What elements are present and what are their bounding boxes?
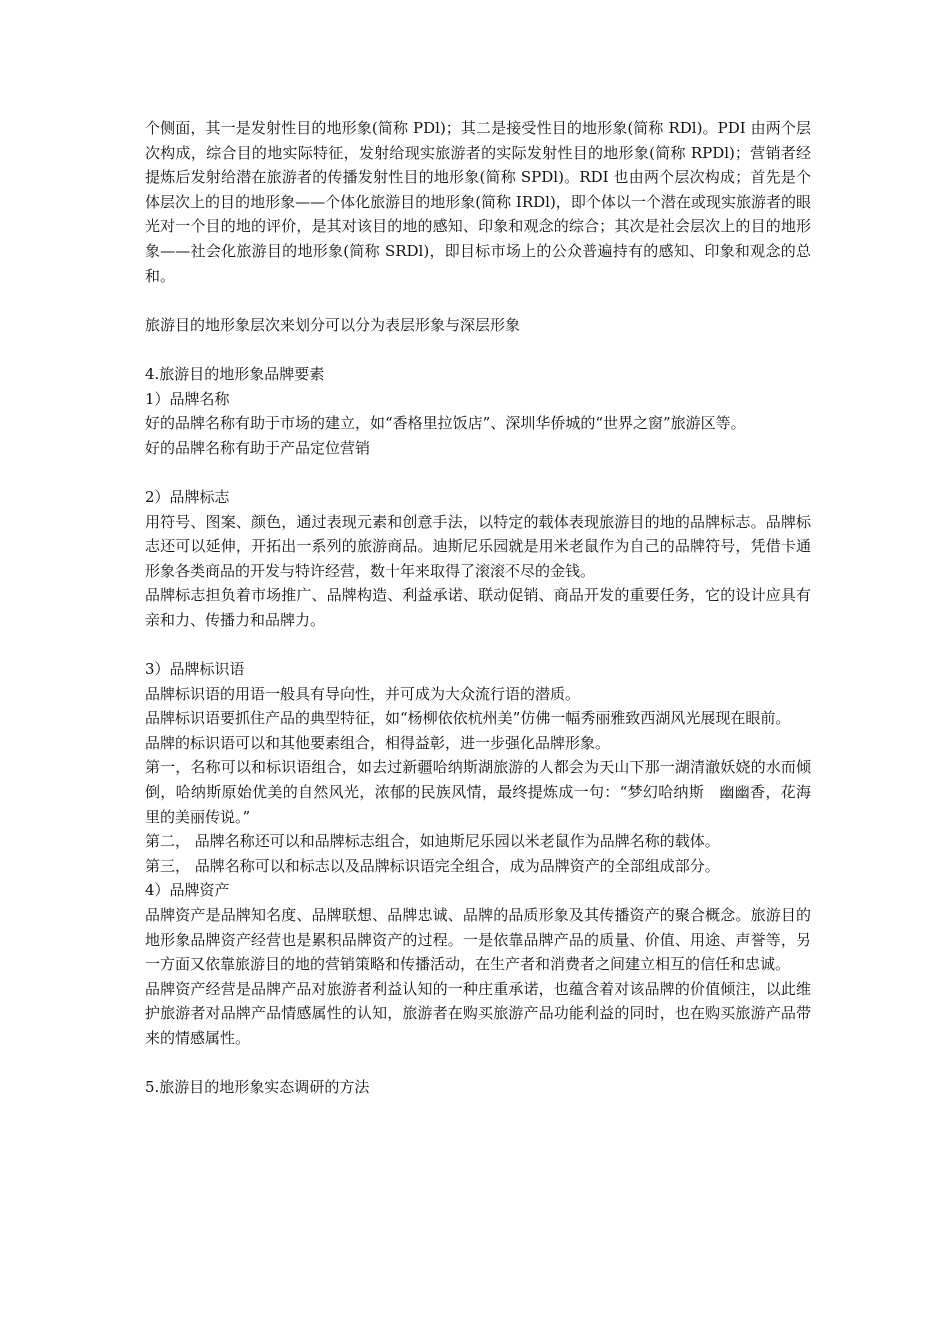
spacer bbox=[145, 632, 811, 657]
paragraph-brand-assets-2: 品牌资产经营是品牌产品对旅游者利益认知的一种庄重承诺，也蕴含着对该品牌的价值倾注，以此维护旅游者对品牌产品情感属性的认知，旅游者在购买旅游产品功能利益的同时，也在购买旅游产品带来的情感属性。 bbox=[145, 979, 811, 1047]
paragraph-brand-slogan-5: 第二， 品牌名称还可以和品牌标志组合，如迪斯尼乐园以米老鼠作为品牌名称的载体。 bbox=[145, 832, 720, 851]
subsection-title-brand-slogan: 3）品牌标识语 bbox=[145, 660, 245, 679]
paragraph-brand-assets-1: 品牌资产是品牌知名度、品牌联想、品牌忠诚、品牌的品质形象及其传播资产的聚合概念。旅游目的地形象品牌资产经营也是累积品牌资产的过程。一是依靠品牌产品的质量、价值、用途、声誉等，另一方面又依靠旅游目的地的营销策略和传播活动，在生产者和消费者之间建立相互的信任和忠诚。 bbox=[145, 906, 811, 974]
paragraph-brand-slogan-2: 品牌标识语要抓住产品的典型特征，如“杨柳依依杭州美”仿佛一幅秀丽雅致西湖风光展现在眼前。 bbox=[145, 709, 791, 728]
spacer bbox=[145, 288, 811, 313]
paragraph-surface-deep: 旅游目的地形象层次来划分可以分为表层形象与深层形象 bbox=[145, 315, 521, 334]
paragraph-brand-slogan-6: 第三， 品牌名称可以和标志以及品牌标识语完全组合，成为品牌资产的全部组成部分。 bbox=[145, 856, 720, 875]
document-page bbox=[145, 116, 811, 1100]
subsection-title-brand-assets: 4）品牌资产 bbox=[145, 881, 230, 900]
paragraph-brand-slogan-4: 第一，名称可以和标识语组合，如去过新疆哈纳斯湖旅游的人都会为天山下那一湖清澈妖娆的水而倾倒，哈纳斯原始优美的自然风光，浓郁的民族风情，最终提炼成一句：“梦幻哈纳斯 幽幽香，花海里的美丽传说。” bbox=[145, 758, 811, 826]
paragraph-brand-name-2: 好的品牌名称有助于产品定位营销 bbox=[145, 438, 371, 457]
paragraph-image-levels: 个侧面，其一是发射性目的地形象(简称 PDl)；其二是接受性目的地形象(简称 RDl)。PDI 由两个层次构成，综合目的地实际特征，发射给现实旅游者的实际发射性目的地形象(简称 RPDl)；营销者经提炼后发射给潜在旅游者的传播发射性目的地形象(简称 SPDl)。RDI 也由两个层次构成；首先是个体层次上的目的地形象——个体化旅游目的地形象(简称 IRDl)，即个体以一个潜在或现实旅游者的眼光对一个目的地的评价，是其对该目的地的感知、印象和观念的综合；其次是社会层次上的目的地形象——社会化旅游目的地形象(简称 SRDl)，即目标市场上的公众普遍持有的感知、印象和观念的总和。 bbox=[145, 119, 811, 285]
paragraph-brand-name-1: 好的品牌名称有助于市场的建立，如“香格里拉饭店”、深圳华侨城的“世界之窗”旅游区等。 bbox=[145, 414, 746, 433]
subsection-title-brand-logo: 2）品牌标志 bbox=[145, 487, 230, 506]
paragraph-brand-logo-1: 用符号、图案、颜色，通过表现元素和创意手法，以特定的载体表现旅游目的地的品牌标志。品牌标志还可以延伸，开拓出一系列的旅游商品。迪斯尼乐园就是用米老鼠作为自己的品牌符号，凭借卡通形象各类商品的开发与特许经营，数十年来取得了滚滚不尽的金钱。 bbox=[145, 512, 811, 580]
spacer bbox=[145, 337, 811, 362]
spacer bbox=[145, 460, 811, 485]
spacer bbox=[145, 1051, 811, 1076]
paragraph-brand-logo-2: 品牌标志担负着市场推广、品牌构造、利益承诺、联动促销、商品开发的重要任务，它的设计应具有亲和力、传播力和品牌力。 bbox=[145, 586, 811, 629]
paragraph-brand-slogan-3: 品牌的标识语可以和其他要素组合，相得益彰，进一步强化品牌形象。 bbox=[145, 733, 611, 752]
section-heading-4: 4.旅游目的地形象品牌要素 bbox=[145, 364, 325, 383]
paragraph-brand-slogan-1: 品牌标识语的用语一般具有导向性，并可成为大众流行语的潜质。 bbox=[145, 684, 581, 703]
section-heading-5: 5.旅游目的地形象实态调研的方法 bbox=[145, 1078, 370, 1097]
subsection-title-brand-name: 1）品牌名称 bbox=[145, 389, 230, 408]
